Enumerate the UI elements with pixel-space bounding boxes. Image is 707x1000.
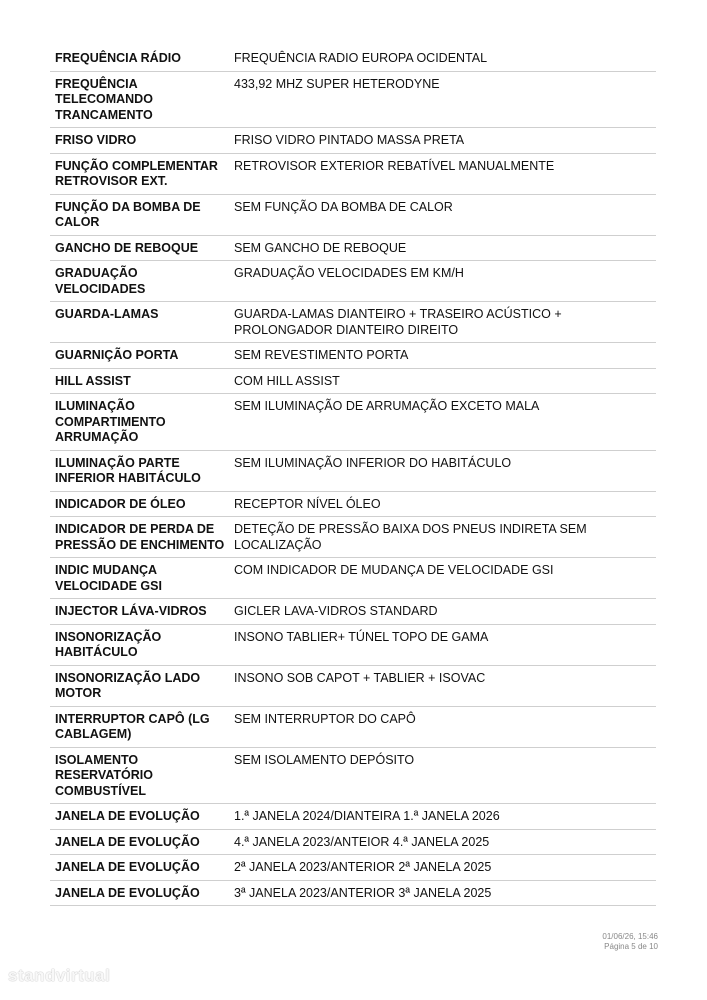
spec-value: COM HILL ASSIST bbox=[234, 373, 340, 388]
spec-key: FREQUÊNCIA TELECOMANDO TRANCAMENTO bbox=[55, 76, 153, 122]
spec-value: DETEÇÃO DE PRESSÃO BAIXA DOS PNEUS INDIRETA SEM LOCALIZAÇÃO bbox=[234, 522, 587, 552]
table-row bbox=[50, 855, 656, 881]
spec-value: INSONO TABLIER+ TÚNEL TOPO DE GAMA bbox=[234, 629, 489, 644]
table-row bbox=[50, 343, 656, 369]
spec-key: ISOLAMENTO RESERVATÓRIO COMBUSTÍVEL bbox=[55, 752, 153, 798]
spec-key: INDICADOR DE ÓLEO bbox=[55, 496, 186, 511]
spec-key: HILL ASSIST bbox=[55, 373, 131, 388]
table-row bbox=[50, 195, 656, 236]
spec-value: SEM FUNÇÃO DA BOMBA DE CALOR bbox=[234, 199, 453, 214]
spec-value: GUARDA-LAMAS DIANTEIRO + TRASEIRO ACÚSTICO + PROLONGADOR DIANTEIRO DIREITO bbox=[234, 307, 562, 337]
page-footer bbox=[602, 932, 658, 951]
spec-value: 433,92 MHZ SUPER HETERODYNE bbox=[234, 76, 440, 91]
spec-key: FUNÇÃO DA BOMBA DE CALOR bbox=[55, 199, 201, 229]
spec-key: INSONORIZAÇÃO HABITÁCULO bbox=[55, 629, 162, 659]
table-row bbox=[50, 881, 656, 907]
table-row bbox=[50, 599, 656, 625]
table-row bbox=[50, 154, 656, 195]
spec-value: 1.ª JANELA 2024/DIANTEIRA 1.ª JANELA 2026 bbox=[234, 809, 500, 823]
table-row bbox=[50, 492, 656, 518]
table-row bbox=[50, 804, 656, 830]
spec-key: INDICADOR DE PERDA DE PRESSÃO DE ENCHIMENTO bbox=[55, 522, 225, 552]
table-row bbox=[50, 72, 656, 129]
page-number: Página 5 de 10 bbox=[604, 941, 658, 951]
print-datetime: 01/06/26, 15:46 bbox=[602, 932, 658, 941]
spec-key: JANELA DE EVOLUÇÃO bbox=[55, 885, 200, 900]
table-row bbox=[50, 625, 656, 666]
spec-key: INTERRUPTOR CAPÔ (LG CABLAGEM) bbox=[55, 711, 210, 741]
spec-value: RETROVISOR EXTERIOR REBATÍVEL MANUALMENTE bbox=[234, 158, 555, 173]
spec-value: SEM GANCHO DE REBOQUE bbox=[234, 240, 407, 255]
spec-key: ILUMINAÇÃO COMPARTIMENTO ARRUMAÇÃO bbox=[55, 399, 166, 444]
spec-value: COM INDICADOR DE MUDANÇA DE VELOCIDADE GSI bbox=[234, 563, 554, 577]
spec-key: INJECTOR LÁVA-VIDROS bbox=[55, 604, 207, 618]
spec-key: INDIC MUDANÇA VELOCIDADE GSI bbox=[55, 563, 162, 593]
table-row bbox=[50, 707, 656, 748]
table-row bbox=[50, 666, 656, 707]
spec-value: SEM REVESTIMENTO PORTA bbox=[234, 348, 409, 362]
spec-value: SEM INTERRUPTOR DO CAPÔ bbox=[234, 711, 416, 726]
spec-key: JANELA DE EVOLUÇÃO bbox=[55, 809, 200, 823]
spec-value: GRADUAÇÃO VELOCIDADES EM KM/H bbox=[234, 266, 464, 280]
table-row bbox=[50, 451, 656, 492]
table-row bbox=[50, 517, 656, 558]
spec-key: FREQUÊNCIA RÁDIO bbox=[55, 51, 181, 65]
table-row bbox=[50, 261, 656, 302]
spec-key: INSONORIZAÇÃO LADO MOTOR bbox=[55, 670, 201, 700]
table-row bbox=[50, 46, 656, 72]
table-row bbox=[50, 830, 656, 856]
spec-value: INSONO SOB CAPOT + TABLIER + ISOVAC bbox=[234, 670, 486, 685]
spec-key: GANCHO DE REBOQUE bbox=[55, 240, 199, 255]
spec-value: 2ª JANELA 2023/ANTERIOR 2ª JANELA 2025 bbox=[234, 860, 492, 874]
table-row bbox=[50, 128, 656, 154]
spec-table bbox=[50, 46, 656, 906]
spec-key: FRISO VIDRO bbox=[55, 133, 137, 147]
table-row bbox=[50, 748, 656, 805]
spec-key: JANELA DE EVOLUÇÃO bbox=[55, 860, 200, 874]
spec-value: SEM ILUMINAÇÃO DE ARRUMAÇÃO EXCETO MALA bbox=[234, 399, 540, 413]
spec-key: GRADUAÇÃO VELOCIDADES bbox=[55, 266, 146, 296]
table-row bbox=[50, 558, 656, 599]
spec-value: FRISO VIDRO PINTADO MASSA PRETA bbox=[234, 133, 465, 147]
table-row bbox=[50, 369, 656, 395]
spec-key: FUNÇÃO COMPLEMENTAR RETROVISOR EXT. bbox=[55, 158, 218, 188]
spec-key: GUARDA-LAMAS bbox=[55, 307, 159, 321]
spec-value: FREQUÊNCIA RADIO EUROPA OCIDENTAL bbox=[234, 51, 488, 65]
spec-value: SEM ISOLAMENTO DEPÓSITO bbox=[234, 752, 415, 767]
spec-value: RECEPTOR NÍVEL ÓLEO bbox=[234, 496, 381, 511]
spec-value: 3ª JANELA 2023/ANTERIOR 3ª JANELA 2025 bbox=[234, 885, 492, 900]
spec-value: GICLER LAVA-VIDROS STANDARD bbox=[234, 604, 438, 618]
table-row bbox=[50, 236, 656, 262]
table-row bbox=[50, 394, 656, 451]
spec-key: GUARNIÇÃO PORTA bbox=[55, 348, 179, 362]
spec-key: ILUMINAÇÃO PARTE INFERIOR HABITÁCULO bbox=[55, 455, 201, 485]
watermark-logo: standvirtual bbox=[8, 966, 111, 985]
spec-value: 4.ª JANELA 2023/ANTEIOR 4.ª JANELA 2025 bbox=[234, 834, 490, 849]
spec-key: JANELA DE EVOLUÇÃO bbox=[55, 834, 200, 849]
spec-value: SEM ILUMINAÇÃO INFERIOR DO HABITÁCULO bbox=[234, 455, 512, 470]
table-row bbox=[50, 302, 656, 343]
